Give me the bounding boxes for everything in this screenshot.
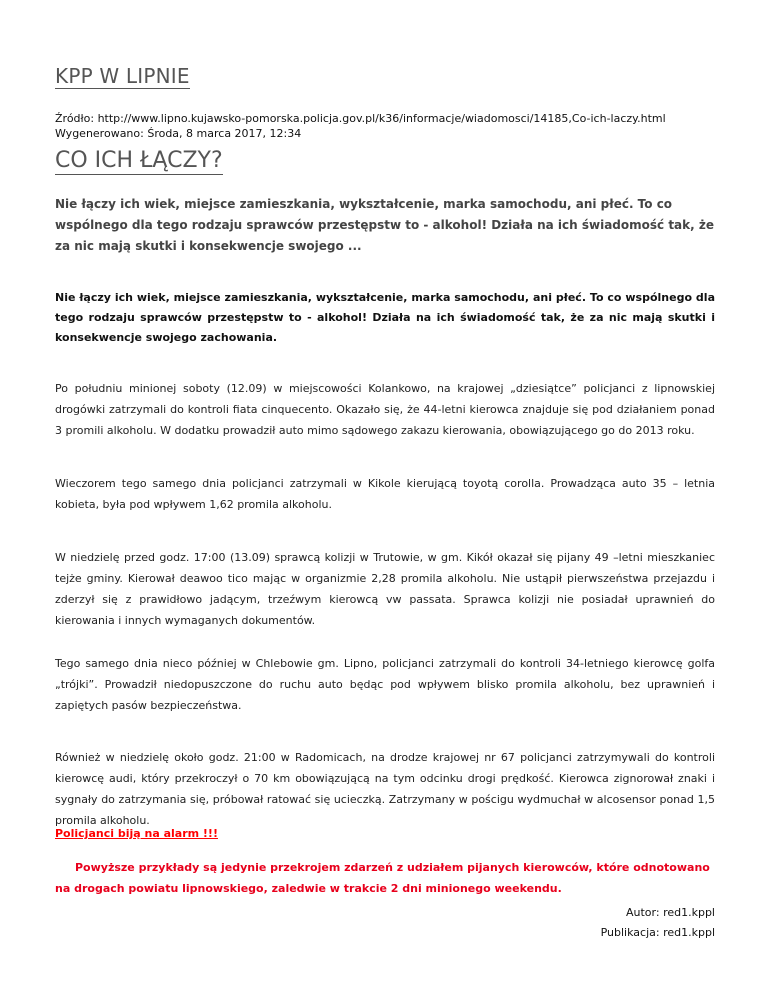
article-footer — [601, 903, 715, 943]
author-line: Autor: red1.kppl — [626, 906, 715, 919]
article-paragraph-2: Wieczorem tego samego dnia policjanci zatrzymali w Kikole kierującą toyotą corolla. Prowadząca auto 35 – letnia kobieta, była pod wpływem 1,62 promila alkoholu. — [55, 477, 715, 511]
article-lead: Nie łączy ich wiek, miejsce zamieszkania, wykształcenie, marka samochodu, ani płeć. To co wspólnego dla tego rodzaju sprawców przestępstw to - alkohol! Działa na ich świadomość tak, że za nic mają skutki i konsekwencje swojego ... — [55, 197, 714, 253]
article-paragraph-3: W niedzielę przed godz. 17:00 (13.09) sprawcą kolizji w Trutowie, w gm. Kikół okazał się pijany 49 –letni mieszkaniec tejże gminy. Kierował deawoo tico mając w organizmie 2,28 promila alkoholu. Nie ustąpił pierwszeństwa przejazdu i zderzył się z prawidłowo jadącym, trzeźwym kierowcą vw passata. Sprawca kolizji nie posiadał uprawnień do kierowania i innych wymaganych dokumentów. — [55, 551, 715, 627]
article-paragraph-1: Po południu minionej soboty (12.09) w miejscowości Kolankowo, na krajowej „dziesiątce” policjanci z lipnowskiej drogówki zatrzymali do kontroli fiata cinquecento. Okazało się, że 44-letni kierowca znajduje się pod działaniem ponad 3 promili alkoholu. W dodatku prowadził auto mimo sądowego zakazu kierowania, obowiązującego go do 2013 roku. — [55, 382, 715, 437]
generated-line: Wygenerowano: Środa, 8 marca 2017, 12:34 — [55, 127, 302, 140]
article-intro: Nie łączy ich wiek, miejsce zamieszkania, wykształcenie, marka samochodu, ani płeć. To co wspólnego dla tego rodzaju sprawców przestępstw to - alkohol! Działa na ich świadomość tak, że za nic mają skutki i konsekwencje swojego zachowania. — [55, 291, 715, 344]
article-paragraph-5: Również w niedzielę około godz. 21:00 w Radomicach, na drodze krajowej nr 67 policjanci zatrzymywali do kontroli kierowcę audi, który przekroczył o 70 km obowiązującą na tym odcinku drogi prędkość. Kierowca zignorował znaki i sygnały do zatrzymania się, próbował ratować się ucieczką. Zatrzymany w pościgu wydmuchał w alcosensor ponad 1,5 promila alkoholu. — [55, 751, 715, 827]
publication-line: Publikacja: red1.kppl — [600, 926, 715, 939]
article-title: CO ICH ŁĄCZY? — [55, 148, 223, 173]
source-line: Źródło: http://www.lipno.kujawsko-pomorska.policja.gov.pl/k36/informacje/wiadomosci/14185,Co-ich-laczy.html — [55, 112, 666, 125]
meta-block — [55, 111, 666, 141]
site-title: KPP W LIPNIE — [55, 64, 190, 88]
alarm-heading: Policjanci biją na alarm !!! — [55, 827, 218, 840]
article-paragraph-4: Tego samego dnia nieco później w Chlebowie gm. Lipno, policjanci zatrzymali do kontroli 34-letniego kierowcę golfa „trójki”. Prowadził niedopuszczone do ruchu auto będąc pod wpływem blisko promila alkoholu, bez uprawnień i zapiętych pasów bezpieczeństwa. — [55, 657, 715, 712]
summary-paragraph: Powyższe przykłady są jedynie przekrojem zdarzeń z udziałem pijanych kierowców, które odnotowano na drogach powiatu lipnowskiego, zaledwie w trakcie 2 dni minionego weekendu. — [55, 861, 710, 895]
